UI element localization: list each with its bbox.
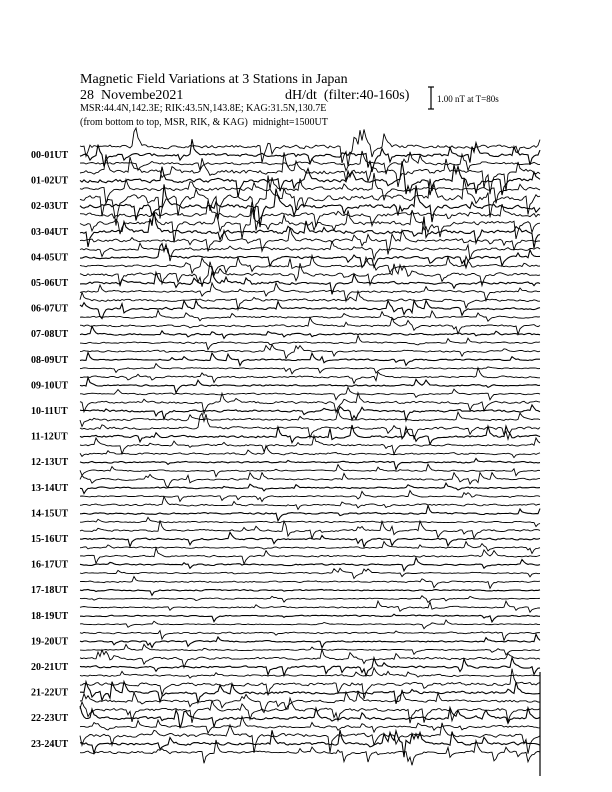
row-label-20-21UT: 20-21UT <box>31 662 69 673</box>
trace-KAG-19-20UT <box>80 631 540 641</box>
trace-MSR-09-10UT <box>80 387 540 400</box>
trace-KAG-00-01UT <box>80 128 540 166</box>
trace-KAG-18-19UT <box>80 601 540 612</box>
trace-RIK-15-16UT <box>80 532 540 547</box>
row-label-13-14UT: 13-14UT <box>31 482 69 494</box>
trace-MSR-12-13UT <box>80 464 540 477</box>
row-label-23-24UT: 23-24UT <box>31 738 69 750</box>
row-label-15-16UT: 15-16UT <box>31 534 69 545</box>
trace-group <box>80 128 540 765</box>
row-label-12-13UT: 12-13UT <box>31 457 69 469</box>
row-label-18-19UT: 18-19UT <box>31 610 69 622</box>
row-label-22-23UT: 22-23UT <box>31 713 69 725</box>
trace-RIK-01-02UT <box>80 161 540 197</box>
trace-MSR-01-02UT <box>80 173 540 204</box>
trace-KAG-08-09UT <box>80 345 540 359</box>
scale-label: 1.00 nT at T=80s <box>437 94 499 104</box>
trace-RIK-09-10UT <box>80 378 540 393</box>
row-label-21-22UT: 21-22UT <box>31 687 69 699</box>
station-coordinates: MSR:44.4N,142.3E; RIK:43.5N,143.8E; KAG:31.5N,130.7E <box>80 103 327 114</box>
trace-MSR-22-23UT <box>80 717 540 734</box>
row-label-16-17UT: 16-17UT <box>31 559 69 571</box>
trace-MSR-19-20UT <box>80 644 540 655</box>
trace-MSR-18-19UT <box>80 620 540 629</box>
trace-RIK-16-17UT <box>80 558 540 571</box>
row-label-group <box>31 150 69 750</box>
trace-KAG-15-16UT <box>80 520 540 538</box>
trace-MSR-16-17UT <box>80 568 540 578</box>
row-label-19-20UT: 19-20UT <box>31 636 69 648</box>
row-label-02-03UT: 02-03UT <box>31 201 69 213</box>
trace-MSR-07-08UT <box>80 336 540 350</box>
row-label-17-18UT: 17-18UT <box>31 585 69 597</box>
trace-MSR-10-11UT <box>80 411 540 427</box>
trace-MSR-05-06UT <box>80 283 540 301</box>
trace-RIK-07-08UT <box>80 326 540 338</box>
trace-KAG-14-15UT <box>80 497 540 510</box>
row-label-11-12UT: 11-12UT <box>31 431 68 443</box>
row-label-07-08UT: 07-08UT <box>31 329 69 341</box>
trace-KAG-16-17UT <box>80 548 540 564</box>
trace-RIK-12-13UT <box>80 459 540 470</box>
trace-RIK-13-14UT <box>80 483 540 493</box>
trace-MSR-08-09UT <box>80 364 540 374</box>
trace-MSR-06-07UT <box>80 310 540 321</box>
trace-KAG-17-18UT <box>80 577 540 589</box>
trace-RIK-17-18UT <box>80 589 540 595</box>
trace-RIK-11-12UT <box>80 425 540 444</box>
trace-KAG-11-12UT <box>80 413 540 439</box>
trace-KAG-07-08UT <box>80 318 540 335</box>
trace-RIK-06-07UT <box>80 300 540 318</box>
trace-MSR-15-16UT <box>80 542 540 554</box>
trace-RIK-00-01UT <box>80 139 540 172</box>
trace-RIK-02-03UT <box>80 184 540 227</box>
trace-KAG-12-13UT <box>80 446 540 458</box>
row-label-08-09UT: 08-09UT <box>31 354 69 366</box>
trace-KAG-06-07UT <box>80 291 540 309</box>
chart-component: dH/dt (filter:40-160s) <box>285 88 410 103</box>
row-label-10-11UT: 10-11UT <box>31 406 68 417</box>
row-label-06-07UT: 06-07UT <box>31 303 69 315</box>
trace-KAG-13-14UT <box>80 473 540 488</box>
scale-bar <box>428 87 434 109</box>
row-label-14-15UT: 14-15UT <box>31 508 69 520</box>
trace-KAG-09-10UT <box>80 368 540 384</box>
row-label-03-04UT: 03-04UT <box>31 226 69 238</box>
trace-MSR-17-18UT <box>80 596 540 603</box>
row-label-05-06UT: 05-06UT <box>31 278 69 289</box>
trace-RIK-19-20UT <box>80 634 540 647</box>
trace-RIK-08-09UT <box>80 353 540 366</box>
chart-title: Magnetic Field Variations at 3 Stations in Japan <box>80 72 348 87</box>
row-label-01-02UT: 01-02UT <box>31 175 69 187</box>
chart-date: 28 Novembe2021 <box>80 88 184 103</box>
trace-KAG-20-21UT <box>80 649 540 667</box>
station-order-note: (from bottom to top, MSR, RIK, & KAG) midnight=1500UT <box>80 117 328 128</box>
trace-RIK-18-19UT <box>80 614 540 622</box>
trace-KAG-02-03UT <box>80 176 540 226</box>
trace-RIK-21-22UT <box>80 682 540 704</box>
row-label-00-01UT: 00-01UT <box>31 150 69 161</box>
row-label-09-10UT: 09-10UT <box>31 380 69 392</box>
trace-MSR-20-21UT <box>80 668 540 678</box>
trace-MSR-13-14UT <box>80 491 540 502</box>
trace-KAG-21-22UT <box>80 669 540 699</box>
row-label-04-05UT: 04-05UT <box>31 252 69 264</box>
trace-MSR-14-15UT <box>80 517 540 526</box>
